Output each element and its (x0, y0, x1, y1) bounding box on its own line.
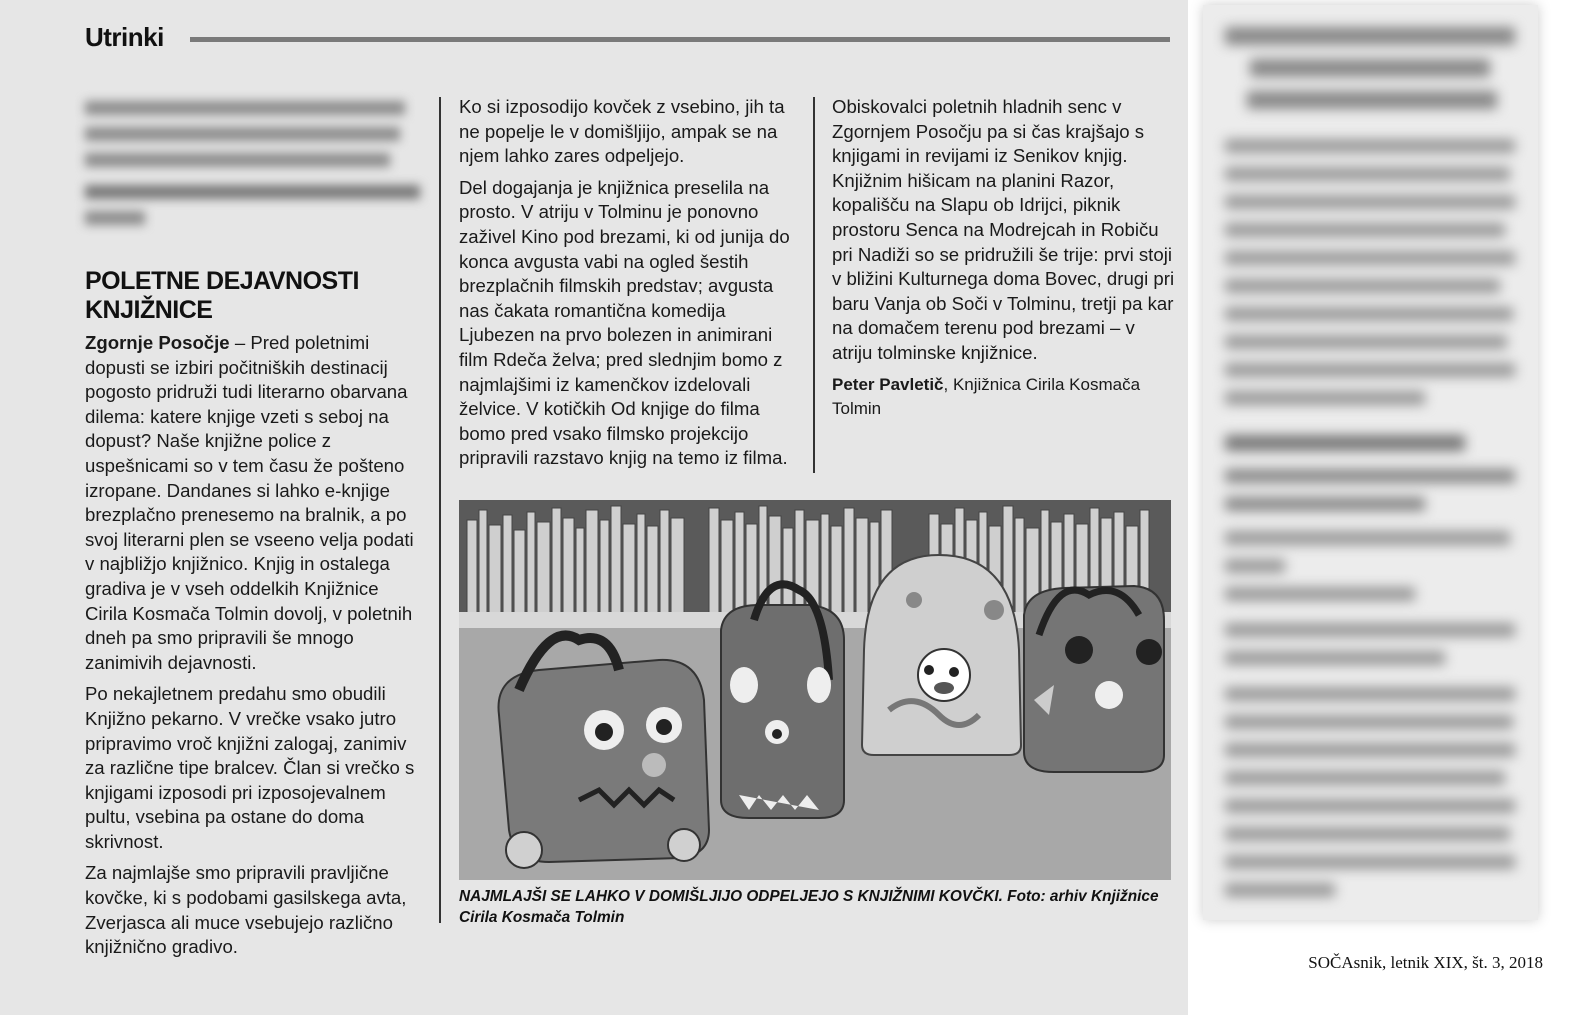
column-3 (832, 95, 1177, 428)
publication-footer: SOČAsnik, letnik XIX, št. 3, 2018 (1308, 953, 1543, 972)
article-paragraph: Po nekajletnem predahu smo obudili Knjižno pekarno. V vrečke vsako jutro pripravimo vroč knjižni zalogaj, zanimiv za različne tipe bralcev. Član si vrečko s knjigami izposodi pri izposojevalnem pultu, vsebina pa ostane do doma skrivnost. (85, 683, 415, 852)
photo-caption: NAJMLAJŠI SE LAHKO V DOMIŠLJIJO ODPELJEJO S KNJIŽNIMI KOVČKI. Foto: arhiv Knjižnice Cirila Kosmača Tolmin (459, 888, 1159, 926)
section-title: Utrinki (85, 22, 164, 52)
blurred-previous-article (85, 101, 425, 231)
article-paragraph: Ko si izposodijo kovček z vsebino, jih ta ne popelje le v domišljijo, ampak se na njem lahko zares odpeljejo. (459, 96, 785, 167)
article-paragraph: Za najmlajše smo pripravili pravljične kovčke, ki s podobami gasilskega avta, Zverjasca ali muce vsebujejo različno knjižnično gradivo. (85, 862, 407, 958)
section-rule (190, 37, 1170, 42)
article-paragraph: Del dogajanja je knjižnica preselila na prosto. V atriju v Tolminu je ponovno zaživel Kino pod brezami, ki od junija do konca avgusta vabi na ogled šestih brezplačnih filmskih predstav; avgusta nas čakata romantična komedija Ljubezen na prvo bolezen in animirani film Rdeča želva; pred slednjim bomo z najmlajšimi iz kamenčkov izdelovali želvice. V kotičkih Od knjige do filma bomo pred vsako filmsko projekcijo pripravili razstavo knjig na temo iz filma. (459, 176, 790, 469)
article-photo (459, 500, 1171, 880)
blurred-sidebar-content (1203, 5, 1538, 933)
blurred-sidebar (1203, 5, 1538, 920)
column-2 (459, 95, 799, 478)
column-divider (439, 97, 441, 923)
article-paragraph: Zgornje Posočje – Pred poletnimi dopusti se izbiri počitniških destinacij pogosto pridruži tudi literarno obarvana dilema: katere knjige vzeti s seboj na dopust? Naše knjižne police z uspešnicami so v tem času že pošteno izropane. Dandanes si lahko e-knjige brezplačno prenesemo na bralnik, a po svoj literarni plen se vseeno velja podati v najbližjo knjižnico. Knjig in ostalega gradiva je v vseh oddelkih Knjižnice Cirila Kosmača Tolmin dovolj, v poletnih dneh pa smo pripravili še mnogo zanimivih dejavnosti. (85, 332, 414, 673)
column-divider (813, 97, 815, 473)
article-paragraph: Obiskovalci poletnih hladnih senc v Zgornjem Posočju pa si čas krajšajo s knjigami in revijami iz Senikov knjig. Knjižnim hišicam na planini Razor, kopališču na Slapu ob Idrijci, piknik prostoru Senca na Modrejcah in Robiču pri Nadiži so se pridružili še trije: prvi stoji v bližini Kulturnega doma Bovec, drugi pri baru Vanja ob Soči v Tolminu, tretji pa kar na domačem terenu pod brezami – v atriju tolminske knjižnice. (832, 96, 1175, 363)
dateline: Zgornje Posočje (85, 332, 230, 353)
article-headline: POLETNE DEJAVNOSTI KNJIŽNICE (85, 267, 359, 324)
article-signature: Peter Pavletič, Knjižnica Cirila Kosmača Tolmin (832, 374, 1141, 418)
column-1 (85, 95, 425, 967)
photo-suitcases-illustration (459, 500, 1171, 880)
